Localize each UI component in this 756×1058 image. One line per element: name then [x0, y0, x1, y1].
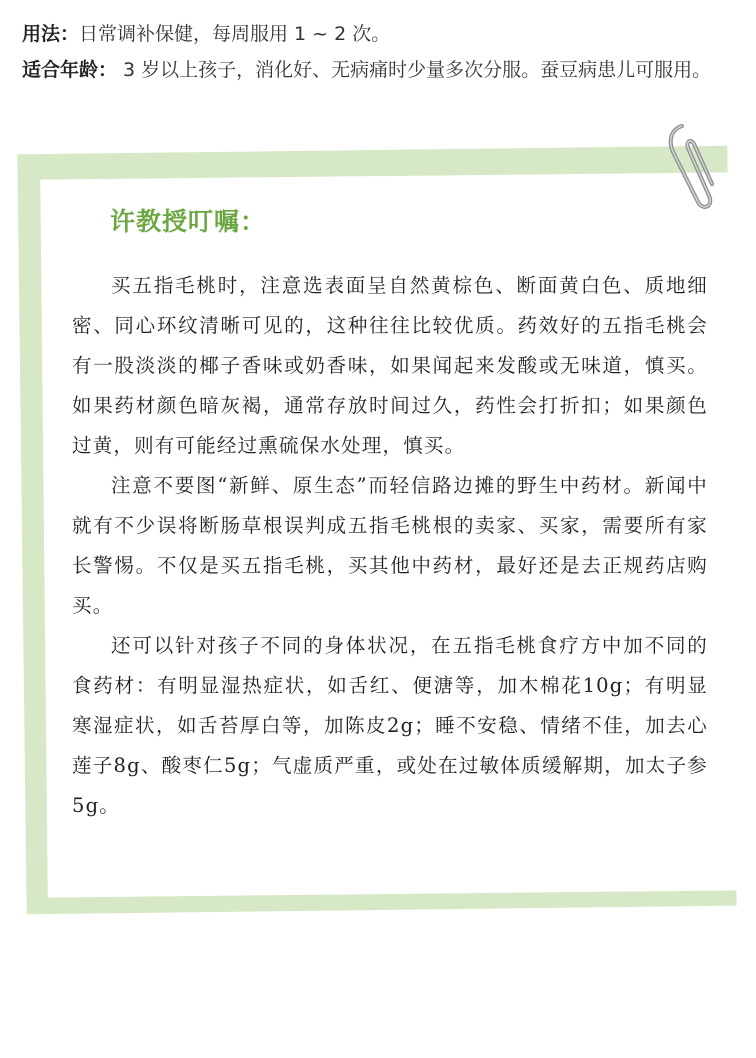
age-text: 3 岁以上孩子，消化好、无病痛时少量多次分服。蚕豆病患儿可服用。 — [117, 59, 712, 81]
usage-text: 日常调补保健，每周服用 1 ~ 2 次。 — [79, 23, 391, 45]
paragraph: 注意不要图“新鲜、原生态”而轻信路边摊的野生中药材。新闻中就有不少误将断肠草根误判成五指毛桃根的卖家、买家，需要所有家长警惕。不仅是买五指毛桃，买其他中药材，最好还是去正规药店购买。 — [72, 474, 708, 617]
card-title: 许教授叮嘱： — [110, 207, 267, 236]
age-line — [22, 52, 738, 88]
card-body — [72, 266, 708, 826]
usage-label: 用法： — [22, 23, 80, 45]
paragraph: 还可以针对孩子不同的身体状况，在五指毛桃食疗方中加不同的食药材：有明显湿热症状，如舌红、便溏等，加木棉花10g；有明显寒湿症状，如舌苔厚白等，加陈皮2g；睡不安稳、情绪不佳，加去心莲子8g、酸枣仁5g；气虚质严重，或处在过敏体质缓解期，加太子参5g。 — [72, 634, 708, 817]
paperclip-icon — [660, 118, 720, 218]
usage-line — [22, 16, 738, 52]
top-info — [22, 16, 738, 88]
age-label: 适合年龄： — [22, 59, 118, 81]
paragraph: 买五指毛桃时，注意选表面呈自然黄棕色、断面黄白色、质地细密、同心环纹清晰可见的，这种往往比较优质。药效好的五指毛桃会有一股淡淡的椰子香味或奶香味，如果闻起来发酸或无味道，慎买。如果药材颜色暗灰褐，通常存放时间过久，药性会打折扣；如果颜色过黄，则有可能经过熏硫保水处理，慎买。 — [72, 274, 708, 457]
